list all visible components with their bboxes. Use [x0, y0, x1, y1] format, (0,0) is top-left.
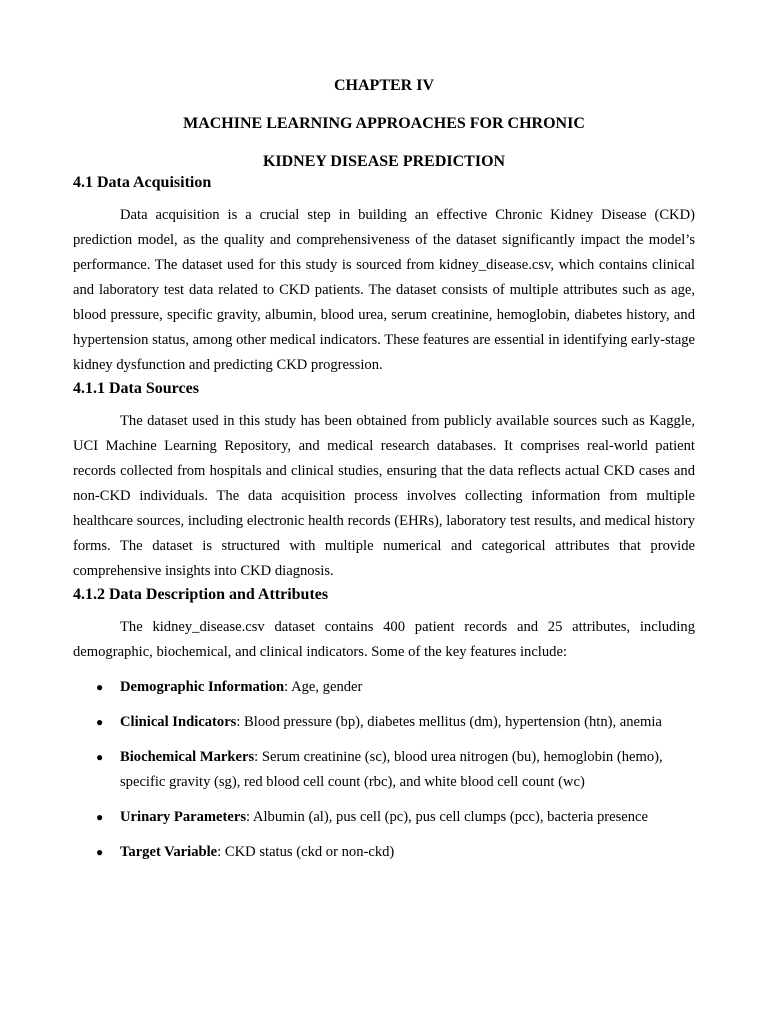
section-heading-data-sources: 4.1.1 Data Sources	[73, 380, 199, 397]
list-item-term: Clinical Indicators	[120, 714, 237, 730]
list-item-text: : CKD status (ckd or non-ckd)	[217, 844, 395, 860]
list-item-clinical	[73, 710, 695, 735]
list-item-demographic	[73, 675, 695, 700]
list-item-term: Demographic Information	[120, 679, 285, 695]
list-item-term: Biochemical Markers	[120, 749, 255, 765]
bullet-icon: ●	[96, 750, 104, 764]
bullet-icon: ●	[96, 715, 104, 729]
attribute-list	[73, 675, 695, 865]
list-item-text: : Age, gender	[284, 679, 363, 695]
section-heading-data-description: 4.1.2 Data Description and Attributes	[73, 586, 329, 603]
list-item-text: : Serum creatinine (sc), blood urea nitrogen (bu), hemoglobin (hemo), specific gravity (sg), red blood cell count (rbc), and white blood cell count (wc)	[120, 749, 663, 790]
paragraph-data-acquisition: Data acquisition is a crucial step in building an effective Chronic Kidney Disease (CKD) prediction model, as the quality and comprehensiveness of the dataset significantly impact the model’s performance. The dataset used for this study is sourced from kidney_disease.csv, which contains clinical and laboratory test data related to CKD patients. The dataset consists of multiple attributes such as age, blood pressure, specific gravity, albumin, blood urea, serum creatinine, hemoglobin, diabetes history, and hypertension status, among other medical indicators. These features are essential in identifying early-stage kidney dysfunction and predicting CKD progression.	[73, 207, 695, 373]
list-item-biochemical	[73, 745, 695, 795]
paragraph-data-sources: The dataset used in this study has been obtained from publicly available sources such as Kaggle, UCI Machine Learning Repository, and medical research databases. It comprises real-world patient records collected from hospitals and clinical studies, ensuring that the data reflects actual CKD cases and non-CKD individuals. The data acquisition process involves collecting information from multiple healthcare sources, including electronic health records (EHRs), laboratory test results, and medical history forms. The dataset is structured with multiple numerical and categorical attributes that provide comprehensive insights into CKD diagnosis.	[73, 413, 695, 579]
bullet-icon: ●	[96, 845, 104, 859]
list-item-urinary	[73, 805, 695, 830]
chapter-title-line-2: KIDNEY DISEASE PREDICTION	[262, 153, 506, 170]
paragraph-data-description: The kidney_disease.csv dataset contains 400 patient records and 25 attributes, including demographic, biochemical, and clinical indicators. Some of the key features include:	[73, 619, 695, 660]
chapter-title-line-1: MACHINE LEARNING APPROACHES FOR CHRONIC	[183, 115, 585, 132]
bullet-icon: ●	[96, 810, 104, 824]
section-heading-data-acquisition: 4.1 Data Acquisition	[73, 174, 212, 191]
list-item-text: : Blood pressure (bp), diabetes mellitus (dm), hypertension (htn), anemia	[236, 714, 662, 730]
bullet-icon: ●	[96, 680, 104, 694]
list-item-target	[73, 840, 695, 865]
list-item-text: : Albumin (al), pus cell (pc), pus cell clumps (pcc), bacteria presence	[246, 809, 649, 825]
list-item-term: Target Variable	[120, 844, 218, 860]
chapter-number: CHAPTER IV	[333, 77, 434, 94]
list-item-term: Urinary Parameters	[120, 809, 247, 825]
